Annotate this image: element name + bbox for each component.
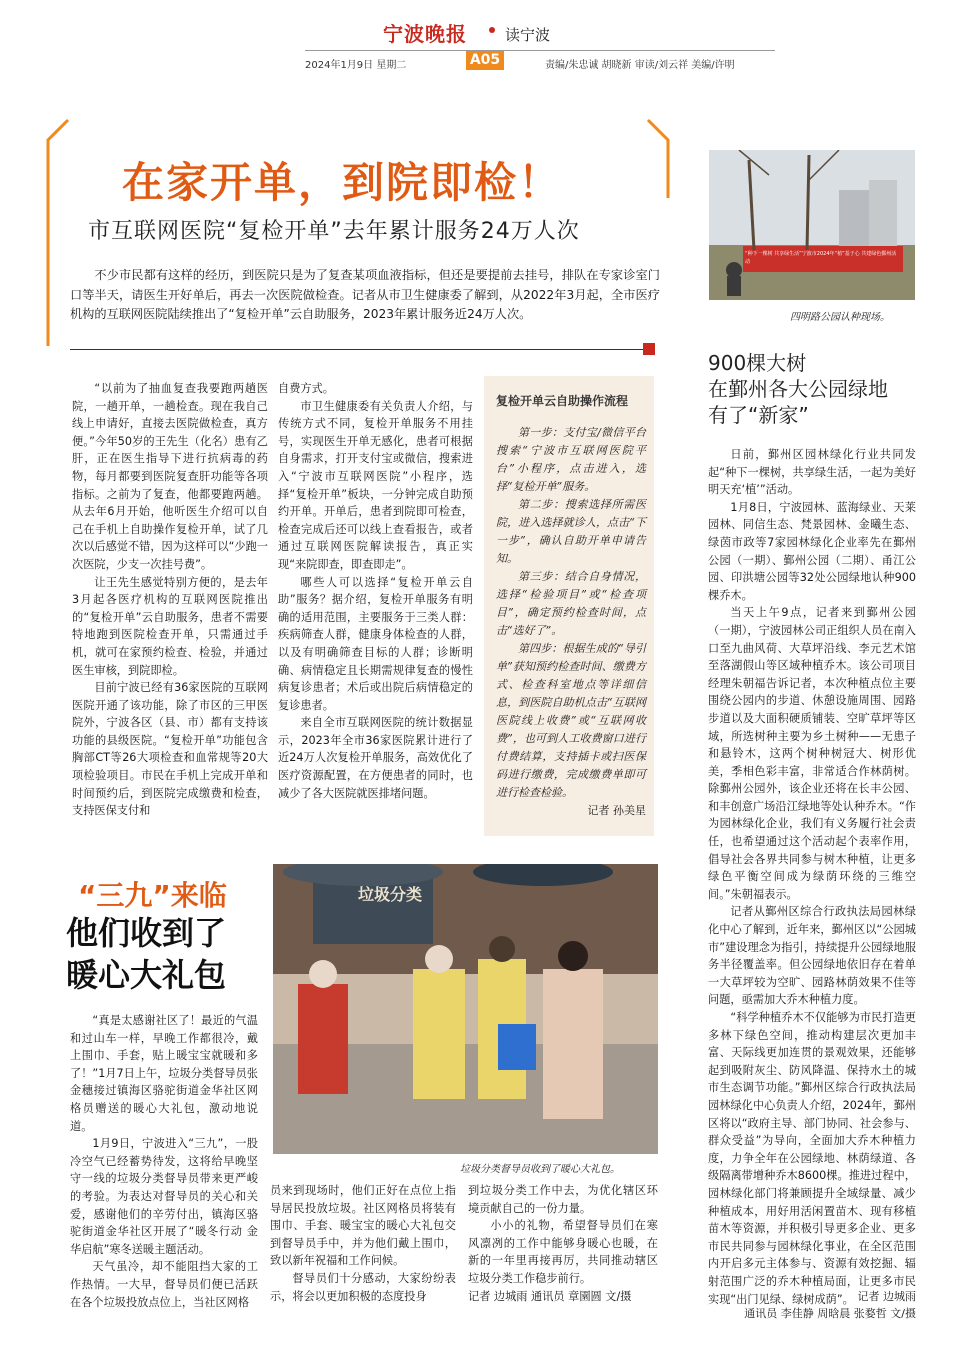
paragraph: “以前为了抽血复查我要跑两趟医院，一趟开单，一趟检查。现在我自己线上申请好，直接去医院做检查，真方便。”今年50岁的王先生（化名）患有乙肝，正在医生指导下进行抗病毒的药物，每月都要到医院复查肝功能等各项指标。之前为了复查，他都要跑两趟。从去年6月开始，他听医生介绍可以自己在手机上自助操作复检开单，试了几次以后感觉不错，因为这样可以“少跑一次医院，少支一次挂号费”。 — [72, 382, 268, 571]
rule-marker — [643, 343, 655, 355]
park-photo — [709, 150, 915, 300]
byline-reporter: 记者 边城雨 — [857, 1290, 916, 1303]
gift-column-2 — [270, 1182, 456, 1305]
issue-date: 2024年1月9日 星期二 — [305, 60, 407, 71]
paragraph: “科学种植乔木不仅能够为市民打造更多林下绿色空间，推动构建层次更加丰富、天际线更加连贯的景观效果，还能够起到吸附灰尘、防风降温、保持水土的城市生态调节功能。”鄞州区综合行政执法局园林绿化中心负责人介绍，2024年，鄞州区将以“政府主导、部门协同、社会参与、群众受益”为导向，全面加大乔木种植力度，力争全年在公园绿地、林荫绿道、各级隔离带增种乔木8600棵。推进过程中，园林绿化部门将兼顾提升全域绿量、减少种植成本，用好用活闲置苗木、现有移植苗木等资源，并积极引导更多企业、更多市民共同参与园林绿化事业，在全区范围内开启多元主体参与、资源有效挖掘、辐射范围广泛的乔木种植局面，让更多市民实现“出门见绿、绿树成荫”。 — [708, 1011, 916, 1306]
main-subheadline: 市互联网医院“复检开单”去年累计服务24万人次 — [88, 219, 580, 244]
tree-article-headline: 900棵大树 在鄞州各大公园绿地 有了“新家” — [708, 351, 888, 427]
masthead-logo: 宁波晚报 — [383, 22, 467, 46]
step-item: 第四步：根据生成的“导引单”获知预约检查时间、缴费方式、检查科室地点等详细信息，到医院自助机点击“互联网医院线上收费”或“互联网收费”，也可到人工收费窗口进行付费结算，支持插卡或扫医保码进行缴费，完成缴费单即可进行检查检验。 — [496, 642, 646, 799]
main-column-1 — [72, 380, 268, 820]
paragraph: 日前，鄞州区园林绿化行业共同发起“种下一棵树，共享绿生活，一起为美好明天充‘植’”活动。 — [708, 448, 916, 497]
sidebar-steps — [496, 424, 646, 820]
paragraph: 天气虽冷，却不能阻挡大家的工作热情。一大早，督导员们便已活跃在各个垃圾投放点位上，当社区网格 — [70, 1260, 258, 1309]
park-photo-illustration — [709, 150, 915, 300]
paragraph: 小小的礼物，希望督导员们在寒风凛冽的工作中能够身暖心也暖，在新的一年里再接再厉，共同推动辖区垃圾分类工作稳步前行。 — [468, 1219, 658, 1285]
gift-headline-line2: 他们收到了 暖心大礼包 — [66, 914, 227, 994]
paragraph: 目前宁波已经有36家医院的互联网医院开通了该功能，除了市区的三甲医院外，宁波各区（县、市）都有支持该功能的县级医院。“复检开单”功能包含胸部CT等26大项检查和血常规等20大项检验项目。市民在手机上完成开单和时间预约后，到医院完成缴费和检查，支持医保支付和 — [72, 681, 268, 818]
main-headline: 在家开单，到院即检！ — [122, 158, 563, 207]
step-item: 第三步：结合自身情况，选择“检验项目”或“检查项目”，确定预约检查时间，点击“选好了”。 — [496, 570, 646, 637]
gift-column-3 — [468, 1182, 658, 1305]
tree-article-byline — [708, 1288, 916, 1322]
page-number: A05 — [466, 51, 504, 70]
photo-sign: 垃圾分类 — [358, 885, 423, 904]
paragraph: 市卫生健康委有关负责人介绍，与传统方式不同，复检开单服务不用挂号，实现医生开单无感化，患者可根据自身需求，打开支付宝或微信，搜索进入“宁波市互联网医院”小程序，选择“复检开单”板块，一分钟完成自助预约开单。开单后，患者到院即可检查，检查完成后还可以线上查看报告，或者通过互联网医院解读报告，真正实现“来院即查，即查即走”。 — [278, 399, 473, 571]
tree-article-body — [708, 446, 916, 1308]
lead-paragraph: 不少市民都有这样的经历，到医院只是为了复查某项血液指标，但还是要提前去挂号，排队在专家诊室门口等半天，请医生开好单后，再去一次医院做检查。记者从市卫生健康委了解到，从2022年3月起，全市医疗机构的互联网医院陆续推出了“复检开单”云自助服务，2023年累计服务近24万人次。 — [70, 268, 660, 321]
photo-banner: “种下一棵树 共享绿生活”宁波市2024年“植”基于心 共建绿色鄞州活动 — [745, 251, 897, 265]
paragraph: 记者从鄞州区综合行政执法局园林绿化中心了解到，近年来，鄞州区以“公园城市”建设理念为指引，持续提升公园绿地服务半径覆盖率。但公园绿地依旧存在着单一大草坪较为空旷、园路林荫效果不佳等问题，亟需加大乔木种植力度。 — [708, 905, 916, 1007]
section-rule — [70, 349, 645, 350]
gift-photo-caption: 垃圾分类督导员收到了暖心大礼包。 — [460, 1164, 620, 1175]
paragraph: 哪些人可以选择“复检开单云自助”服务？据介绍，复检开单服务有明确的适用范围，主要服务于三类人群：疾病筛查人群，健康身体检查的人群，以及有明确筛查目标的人群；诊断明确、病情稳定且长期需规律复查的慢性病复诊患者；术后或出院后病情稳定的复诊患者。 — [278, 575, 473, 712]
header-rule — [305, 50, 775, 51]
gift-photo-illustration — [273, 864, 658, 1154]
paragraph: 1月9日，宁波进入“三九”，一股冷空气已经蓄势待发，这将给早晚坚守一线的垃圾分类督导员带来更严峻的考验。为表达对督导员的关心和关爱，感谢他们的辛劳付出，镇海区骆驼街道金华社区开展了“暖冬行动 金华启航”寒冬送暖主题活动。 — [70, 1137, 258, 1256]
paragraph: 自费方式。 — [278, 382, 334, 395]
paragraph: 来自全市互联网医院的统计数据显示，2023年全市36家医院累计进行了近24万人次复检开单服务，高效优化了医疗资源配置，在方便患者的同时，也减少了各大医院就医排堵问题。 — [278, 716, 473, 800]
park-photo-caption: 四明路公园认种现场。 — [790, 312, 890, 323]
editor-credits: 责编/朱忠诚 胡晓新 审读/刘云祥 美编/许明 — [545, 60, 735, 71]
paragraph: 让王先生感觉特别方便的，是去年3月起各医疗机构的互联网医院推出的“复检开单”云自助服务，患者不需要特地跑到医院检查开单，只需通过手机，就可在家预约检查、检验，并通过医生审核，到院即检。 — [72, 575, 268, 677]
masthead-dot — [489, 27, 495, 33]
sidebar-title: 复检开单云自助操作流程 — [496, 394, 629, 408]
sidebar-byline: 记者 孙美星 — [587, 804, 646, 817]
paragraph: 督导员们十分感动，大家纷纷表示，将会以更加积极的态度投身 — [270, 1271, 456, 1303]
byline-correspondents: 通讯员 李佳静 周晗晨 张婺哲 文/摄 — [744, 1307, 916, 1320]
main-lead — [70, 266, 660, 325]
step-item: 第二步：搜索选择所需医院，进入选择就诊人，点击“下一步”，确认自助开单申请告知。 — [496, 498, 646, 565]
paragraph: 到垃圾分类工作中去，为优化辖区环境贡献自己的一份力量。 — [468, 1184, 658, 1215]
paragraph: 员来到现场时，他们正好在点位上指导居民投放垃圾。社区网格员将装有围巾、手套、暖宝宝的暖心大礼包交到督导员手中，并为他们戴上围巾，致以新年祝福和工作问候。 — [270, 1184, 456, 1268]
gift-headline-line1: “三九”来临 — [78, 879, 227, 912]
paragraph: 1月8日，宁波园林、蓝海绿业、天莱园林、同信生态、梵景园林、金曦生态、绿茵市政等7家园林绿化企业率先在鄞州公园（一期）、鄞州公园（二期）、甬江公园、印洪塘公园等32处公园绿地认种900棵乔木。 — [708, 500, 916, 602]
paragraph: “真是太感谢社区了！最近的气温和过山车一样，早晚工作都很冷，戴上围巾、手套，贴上暖宝宝就暖和多了！”1月7日上午，垃圾分类督导员张金穗接过镇海区骆驼街道金华社区网格员赠送的暖心大礼包，激动地说道。 — [70, 1014, 258, 1133]
main-column-2 — [278, 380, 473, 802]
section-name: 读宁波 — [505, 26, 551, 44]
paragraph: 当天上午9点，记者来到鄞州公园（一期），宁波园林公司正组织人员在南入口至九曲风荷、大草坪沿线、李元艺术馆至落湖假山等区域种植乔木。该公司项目经理朱朝福告诉记者，本次种植点位主要围绕公园内的步道、休憩设施周围、园路步道以及大面积硬质铺装、空旷草坪等区域，所选树种主要为乡土树种——无患子和悬铃木，这两个树种树冠大、树形优美，季相色彩丰富，非常适合作林荫树。除鄞州公园外，该企业还将在长丰公园、和丰创意广场沿江绿地等处认种乔木。“作为园林绿化企业，我们有义务履行社会责任，也希望通过这个活动起个表率作用，倡导社会各界共同参与树木种植，让更多绿色平衡空间成为绿荫环绕的三维空间。”朱朝福表示。 — [708, 606, 916, 901]
step-item: 第一步：支付宝/微信平台搜索“宁波市互联网医院平台”小程序，点击进入，选择“复检开单”服务。 — [496, 426, 646, 493]
gift-column-1 — [70, 1012, 258, 1311]
gift-byline: 记者 边城雨 通讯员 章園圆 文/摄 — [468, 1289, 632, 1303]
gift-photo — [273, 864, 658, 1154]
